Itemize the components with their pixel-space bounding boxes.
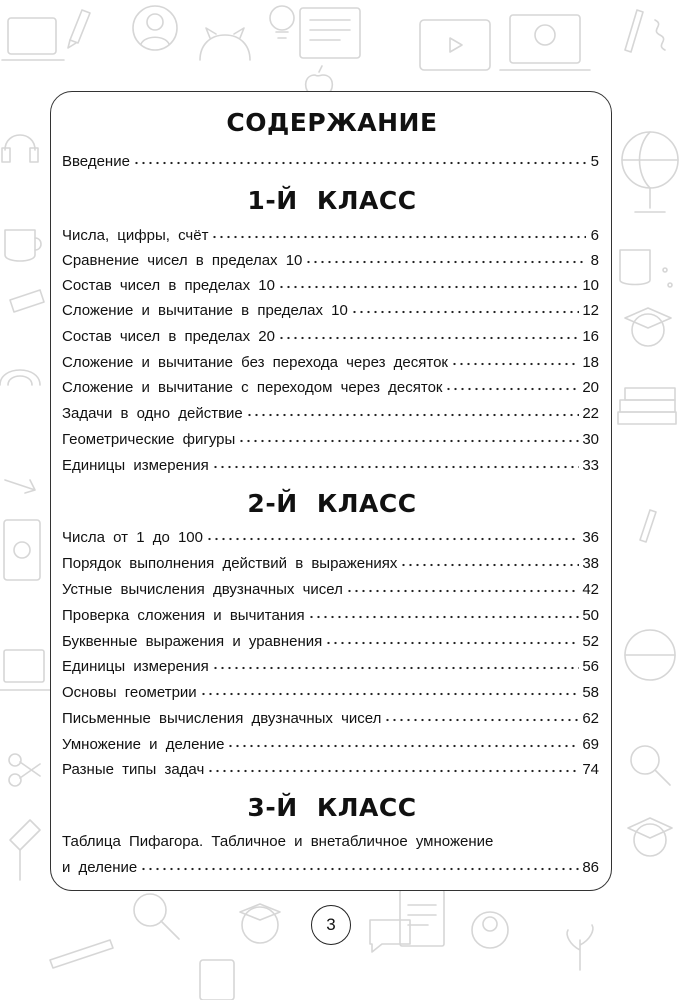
toc-entry-label: Сложение и вычитание с переходом через десяток [62,379,443,396]
scribble-icon [655,20,665,50]
dot-leader [200,683,580,697]
toc-entry[interactable] [62,378,599,400]
toc-entry-label: Задачи в одно действие [62,405,243,422]
dot-leader [140,858,579,872]
toc-entry[interactable] [62,709,599,731]
toc-entry-label: Основы геометрии [62,684,197,701]
toc-entry-label: Устные вычисления двузначных чисел [62,581,343,598]
toc-entry[interactable] [62,276,599,298]
toc-entry[interactable] [62,580,599,602]
section-heading-grade-2: 2-Й КЛАСС [247,489,417,518]
toc-entry-page: 6 [590,227,599,244]
toc-entry-label: Единицы измерения [62,457,209,474]
toc-entry-label: Сравнение чисел в пределах 10 [62,252,303,269]
ruler-icon [10,290,44,312]
toc-entry[interactable] [62,226,599,248]
dot-leader [133,152,586,166]
books-icon [618,388,676,424]
toc-entry-page: 62 [582,710,599,727]
toc-entry[interactable] [62,456,599,478]
dot-leader [238,430,579,444]
toc-entry[interactable] [62,683,599,705]
toc-entry-page: 52 [582,633,599,650]
toc-entry[interactable] [62,528,599,550]
contents-card [50,91,612,891]
toc-entry-page: 30 [582,431,599,448]
pen-icon-2 [50,940,113,968]
dot-leader [305,251,586,265]
magnifier-icon-2 [134,894,179,939]
dot-leader [384,709,579,723]
plant-icon [567,925,593,970]
contents-title: СОДЕРЖАНИЕ [226,108,438,137]
toc-entry-page: 12 [582,302,599,319]
student-icon [240,904,280,943]
pencil-icon [68,10,90,48]
toc-entry[interactable] [62,404,599,426]
toc-entry-label: Письменные вычисления двузначных чисел [62,710,382,727]
dot-leader [400,554,579,568]
toc-entry-page: 36 [582,529,599,546]
toc-entry[interactable] [62,606,599,628]
toc-entry[interactable] [62,632,599,654]
tablet-icon [4,520,40,580]
cat-icon [200,28,250,60]
toc-entry[interactable] [62,430,599,452]
lightbulb-icon [270,6,294,38]
video-player-icon [420,20,490,70]
toc-entry-label: Геометрические фигуры [62,431,236,448]
toc-entry-page: 38 [582,555,599,572]
pencil-icon-2 [640,510,656,542]
pen-icon [625,10,643,52]
dot-leader [325,632,579,646]
teacher-laptop-icon [500,15,590,70]
dot-leader [308,606,580,620]
toc-entry-page: 5 [590,153,599,170]
toc-entry-label: Числа от 1 до 100 [62,529,203,546]
toc-entry-page: 10 [582,277,599,294]
toc-entry-label: Состав чисел в пределах 20 [62,328,275,345]
globe-icon [622,132,678,212]
toc-entry-page: 56 [582,658,599,675]
rainbow-icon [0,370,40,385]
toc-entry[interactable] [62,251,599,273]
scissors-icon [9,754,40,786]
arrow-icon [5,480,35,493]
section-heading-grade-3: 3-Й КЛАСС [247,793,417,822]
student-avatar-icon [133,6,177,50]
cup-icon [5,230,41,261]
toc-entry[interactable] [62,353,599,375]
toc-entry[interactable] [62,735,599,757]
lamp-icon [10,820,40,880]
toc-entry-label: Числа, цифры, счёт [62,227,209,244]
toc-entry[interactable] [62,760,599,782]
toc-entry[interactable] [62,554,599,576]
laptop-icon [2,18,64,60]
dot-leader [212,657,580,671]
dot-leader [212,456,580,470]
toc-entry-label: Буквенные выражения и уравнения [62,633,323,650]
toc-entry-page: 8 [590,252,599,269]
dot-leader [246,404,580,418]
notepad-icon [400,890,444,946]
person-icon [472,912,508,948]
mug-icon [620,250,650,285]
toc-entry-page: 33 [582,457,599,474]
graduate-icon [625,308,671,346]
toc-entry-label: и деление [62,859,138,876]
toc-entry-label: Умножение и деление [62,736,225,753]
headphones-icon [2,135,38,162]
page-number: 3 [311,905,351,945]
dot-leader [211,226,586,240]
toc-entry-label: Сложение и вычитание в пределах 10 [62,302,348,319]
dot-leader [227,735,579,749]
dot-leader [451,353,579,367]
graduate-icon-2 [628,818,672,856]
toc-entry-page: 50 [582,607,599,624]
toc-entry[interactable] [62,657,599,679]
dot-leader [445,378,579,392]
toc-entry-page: 20 [582,379,599,396]
toc-entry-label: Разные типы задач [62,761,205,778]
dot-leader [278,276,579,290]
dot-leader [206,528,579,542]
toc-entry-label: Проверка сложения и вычитания [62,607,305,624]
globe-icon-2 [625,630,675,680]
toc-entry[interactable] [62,858,599,880]
calculator-icon [200,960,234,1000]
toc-entry-page: 22 [582,405,599,422]
magnifier-icon [631,746,670,785]
laptop-icon-2 [0,650,50,690]
toc-entry-page: 74 [582,761,599,778]
dot-leader [207,760,579,774]
chat-bubble-icon [370,920,410,952]
dot-leader [346,580,579,594]
dot-leader [278,327,579,341]
toc-entry-page: 16 [582,328,599,345]
toc-entry-page: 18 [582,354,599,371]
toc-entry-label: Порядок выполнения действий в выражениях [62,555,398,572]
toc-entry-page: 58 [582,684,599,701]
notebook-icon [300,8,360,58]
toc-entry-intro[interactable] [62,152,599,174]
toc-entry-label-line1[interactable]: Таблица Пифагора. Табличное и внетабличное умножение [62,833,494,850]
toc-entry-label: Состав чисел в пределах 10 [62,277,275,294]
toc-entry-label: Сложение и вычитание без перехода через десяток [62,354,448,371]
toc-entry-label: Введение [62,153,130,170]
dots-icon [663,268,672,287]
dot-leader [351,301,579,315]
toc-entry[interactable] [62,327,599,349]
toc-entry-label: Единицы измерения [62,658,209,675]
toc-entry[interactable] [62,301,599,323]
section-heading-grade-1: 1-Й КЛАСС [247,186,417,215]
toc-entry-page: 42 [582,581,599,598]
toc-entry-page: 86 [582,859,599,876]
toc-entry-page: 69 [582,736,599,753]
